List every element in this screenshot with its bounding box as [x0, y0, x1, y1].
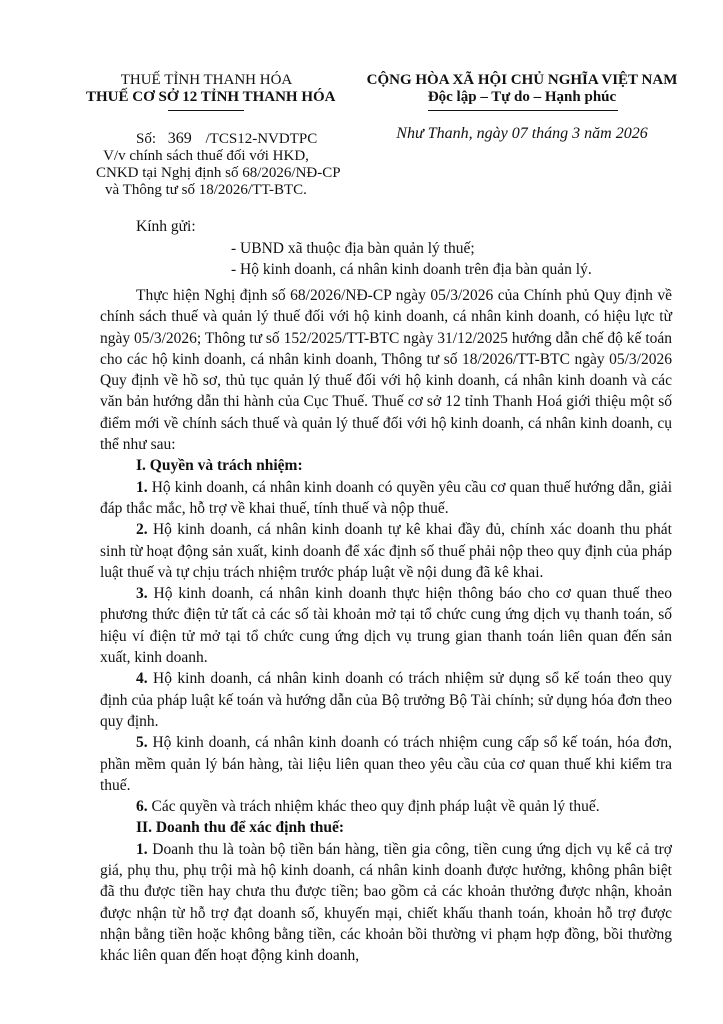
place-date: Như Thanh, ngày 07 tháng 3 năm 2026 — [396, 125, 648, 142]
section-1-item-2 — [100, 519, 672, 583]
item-number: 3. — [136, 585, 148, 603]
item-number: 5. — [136, 734, 148, 752]
doc-number-prefix: Số: — [136, 131, 157, 147]
section-2-item-1 — [100, 839, 672, 967]
section-1-item-3 — [100, 583, 672, 668]
section-heading-1: I. Quyền và trách nhiệm: — [136, 457, 303, 475]
recipient-item: - Hộ kinh doanh, cá nhân kinh doanh trên địa bàn quản lý. — [231, 261, 592, 278]
section-1-item-6 — [100, 796, 672, 817]
item-text: Hộ kinh doanh, cá nhân kinh doanh thực hiện thông báo cho cơ quan thuế theo phương thức điện tử tất cả các số tài khoản mở tại tổ chức cung ứng dịch vụ thanh toán, số hiệu ví điện tử mở tại tổ chức cung ứng dịch vụ trung gian thanh toán liên quan đến sản xuất, kinh doanh. — [100, 585, 672, 667]
doc-code: /TCS12-NVDTPC — [205, 131, 318, 147]
motto-underline — [428, 110, 618, 111]
item-text: Hộ kinh doanh, cá nhân kinh doanh có trách nhiệm sử dụng sổ kế toán theo quy định của pháp luật kế toán và hướng dẫn của Bộ trưởng Bộ Tài chính; sử dụng hóa đơn theo quy định. — [100, 670, 672, 730]
item-text: Hộ kinh doanh, cá nhân kinh doanh có quyền yêu cầu cơ quan thuế hướng dẫn, giải đáp thắc mắc, hỗ trợ về khai thuế, tính thuế và nộp thuế. — [100, 478, 672, 517]
intro-paragraph: Thực hiện Nghị định số 68/2026/NĐ-CP ngày 05/3/2026 của Chính phủ Quy định về chính sách thuế và quản lý thuế đối với hộ kinh doanh, cá nhân kinh doanh, có hiệu lực từ ngày 05/3/2026; Thông tư số 152/2025/TT-BTC ngày 31/12/2025 hướng dẫn chế độ kế toán cho các hộ kinh doanh, cá nhân kinh doanh, Thông tư số 18/2026/TT-BTC ngày 05/3/2026 Quy định về hồ sơ, thủ tục quản lý thuế đối với hộ kinh doanh, cá nhân kinh doanh và các văn bản hướng dẫn thi hành của Cục Thuế. Thuế cơ sở 12 tỉnh Thanh Hoá giới thiệu một số điểm mới về chính sách thuế và quản lý thuế đối với hộ kinh doanh, cá nhân kinh doanh, cụ thể như sau: — [100, 287, 672, 454]
item-number: 1. — [136, 840, 148, 858]
item-text: Doanh thu là toàn bộ tiền bán hàng, tiền gia công, tiền cung ứng dịch vụ kể cả trợ giá, phụ thu, phụ trội mà hộ kinh doanh, cá nhân kinh doanh được hưởng, không phân biệt đã thu được tiền hay chưa thu được tiền; bao gồm cả các khoản thưởng được nhận, khoản được nhận từ hỗ trợ đạt doanh số, khuyến mại, chiết khấu thanh toán, khoản hỗ trợ được nhận bằng tiền hoặc không bằng tiền, các khoản bồi thường vi phạm hợp đồng, bồi thường khác liên quan đến hoạt động kinh doanh, — [100, 840, 672, 965]
subject-line: và Thông tư số 18/2026/TT-BTC. — [105, 182, 307, 198]
section-1-item-4 — [100, 668, 672, 732]
salutation: Kính gửi: — [136, 218, 196, 235]
doc-subject — [96, 148, 341, 199]
section-1-item-1 — [100, 477, 672, 520]
country-name: CỘNG HÒA XÃ HỘI CHỦ NGHĨA VIỆT NAM — [366, 72, 678, 88]
doc-number: 369 — [167, 130, 192, 147]
recipient-item: - UBND xã thuộc địa bàn quản lý thuế; — [231, 240, 475, 257]
item-number: 2. — [136, 521, 148, 539]
agency-name: THUẾ CƠ SỞ 12 TỈNH THANH HÓA — [86, 89, 336, 105]
item-number: 4. — [136, 670, 148, 688]
agency-parent: THUẾ TỈNH THANH HÓA — [120, 72, 293, 88]
subject-line: V/v chính sách thuế đối với HKD, — [103, 148, 309, 164]
agency-underline — [168, 110, 244, 111]
motto: Độc lập – Tự do – Hạnh phúc — [427, 89, 617, 105]
item-text: Hộ kinh doanh, cá nhân kinh doanh tự kê khai đầy đủ, chính xác doanh thu phát sinh từ hoạt động sản xuất, kinh doanh để xác định số thuế phải nộp theo quy định của pháp luật thuế và tự chịu trách nhiệm trước pháp luật về nội dung đã kê khai. — [100, 521, 672, 581]
item-text: Hộ kinh doanh, cá nhân kinh doanh có trách nhiệm cung cấp sổ kế toán, hóa đơn, phần mềm quản lý bán hàng, tài liệu liên quan theo yêu cầu của cơ quan thuế khi kiểm tra thuế. — [100, 734, 672, 794]
item-number: 6. — [136, 798, 148, 816]
item-text: Các quyền và trách nhiệm khác theo quy định pháp luật về quản lý thuế. — [147, 798, 600, 816]
item-number: 1. — [136, 478, 148, 496]
section-heading-2: II. Doanh thu để xác định thuế: — [136, 819, 345, 837]
doc-number-line — [136, 130, 317, 148]
document-body — [100, 285, 672, 967]
section-1-item-5 — [100, 732, 672, 796]
subject-line: CNKD tại Nghị định số 68/2026/NĐ-CP — [96, 165, 341, 181]
